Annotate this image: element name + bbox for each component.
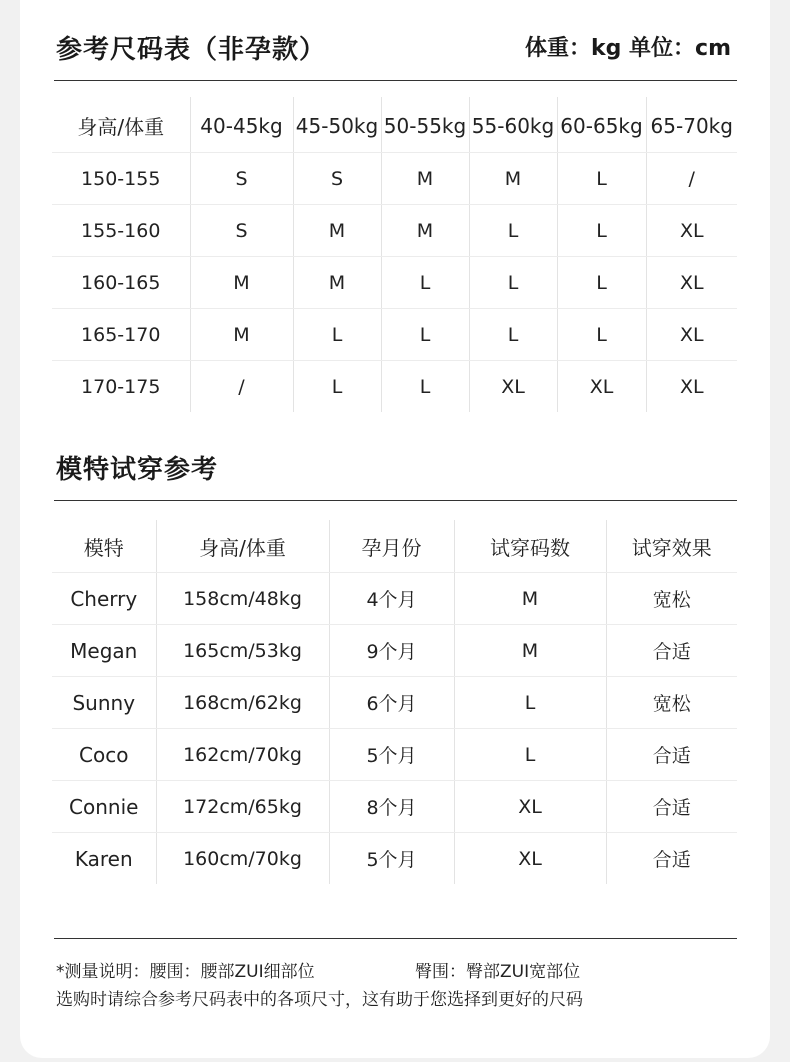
table-cell: S (190, 153, 293, 205)
table-cell: / (190, 361, 293, 413)
table-cell: 宽松 (606, 677, 737, 729)
table-cell: 158cm/48kg (156, 573, 329, 625)
size-chart-title: 参考尺码表（非孕款） (56, 35, 327, 65)
size-chart-table (52, 97, 737, 412)
column-header: 40-45kg (190, 97, 293, 153)
table-cell: 5个月 (329, 729, 454, 781)
table-cell: 165cm/53kg (156, 625, 329, 677)
table-cell: 162cm/70kg (156, 729, 329, 781)
table-cell: M (190, 309, 293, 361)
table-cell: XL (454, 781, 606, 833)
column-header: 50-55kg (381, 97, 469, 153)
table-cell: L (469, 309, 557, 361)
column-header: 试穿码数 (454, 520, 606, 573)
table-cell: XL (646, 205, 737, 257)
table-row (52, 833, 737, 885)
table-cell: L (381, 361, 469, 413)
table-cell: 4个月 (329, 573, 454, 625)
table-row (52, 573, 737, 625)
column-header: 45-50kg (293, 97, 381, 153)
size-chart-header (54, 22, 737, 81)
table-row (52, 781, 737, 833)
model-fitting-header (54, 442, 737, 501)
table-row (52, 257, 737, 309)
model-fitting-body (52, 520, 737, 884)
row-label-cell: 165-170 (52, 309, 190, 361)
table-cell: XL (454, 833, 606, 885)
table-cell: M (454, 625, 606, 677)
row-label-cell: 150-155 (52, 153, 190, 205)
row-label-cell: Karen (74, 846, 133, 871)
table-cell: 9个月 (329, 625, 454, 677)
table-cell: L (381, 309, 469, 361)
table-cell: S (293, 153, 381, 205)
table-cell: 合适 (606, 833, 737, 885)
table-row (52, 677, 737, 729)
table-row (52, 309, 737, 361)
table-cell: / (646, 153, 737, 205)
table-cell: L (293, 361, 381, 413)
table-row (52, 625, 737, 677)
row-label-cell: 170-175 (81, 375, 161, 398)
table-cell: L (381, 257, 469, 309)
table-cell: 5个月 (329, 833, 454, 885)
table-cell: L (454, 729, 606, 781)
row-label-cell: 155-160 (52, 205, 190, 257)
column-header: 身高/体重 (156, 520, 329, 573)
row-label-cell: Coco (52, 729, 156, 781)
table-cell: 172cm/65kg (156, 781, 329, 833)
table-cell: M (293, 257, 381, 309)
table-cell: L (557, 257, 646, 309)
table-row (52, 729, 737, 781)
table-cell: XL (646, 257, 737, 309)
table-row (52, 361, 737, 413)
purchase-advice-note: 选购时请综合参考尺码表中的各项尺寸，这有助于您选择到更好的尺码 (56, 990, 583, 1010)
table-cell: L (469, 257, 557, 309)
table-cell: M (190, 257, 293, 309)
row-label-cell: Sunny (52, 677, 156, 729)
hip-measure-note: 臀围：臀部ZUI宽部位 (415, 962, 581, 982)
table-cell: 宽松 (606, 573, 737, 625)
model-fitting-table (52, 520, 737, 884)
row-label-cell: 160-165 (52, 257, 190, 309)
row-label-cell: Connie (52, 781, 156, 833)
footer-divider (54, 938, 737, 939)
table-cell: 合适 (606, 781, 737, 833)
table-cell: M (381, 153, 469, 205)
table-cell: 160cm/70kg (156, 833, 329, 885)
table-cell: L (454, 677, 606, 729)
table-cell: L (469, 205, 557, 257)
table-header-row (52, 97, 737, 153)
table-cell: 8个月 (329, 781, 454, 833)
table-cell: 合适 (606, 625, 737, 677)
table-cell: XL (646, 309, 737, 361)
table-cell: L (557, 205, 646, 257)
size-chart-units: 体重：kg 单位：cm (524, 36, 731, 61)
column-header: 60-65kg (557, 97, 646, 153)
table-header-row (52, 520, 737, 573)
table-cell: XL (646, 361, 737, 413)
column-header: 55-60kg (469, 97, 557, 153)
table-cell: M (293, 205, 381, 257)
column-header: 孕月份 (329, 520, 454, 573)
table-cell: 合适 (606, 729, 737, 781)
table-cell: L (557, 309, 646, 361)
model-fitting-title: 模特试穿参考 (56, 455, 219, 485)
column-header: 试穿效果 (606, 520, 737, 573)
table-row (52, 205, 737, 257)
row-label-cell: Megan (52, 625, 156, 677)
table-cell: M (469, 153, 557, 205)
table-cell: L (293, 309, 381, 361)
row-label-cell: Cherry (52, 573, 156, 625)
table-cell: XL (557, 361, 646, 413)
waist-measure-note: *测量说明：腰围：腰部ZUI细部位 (56, 962, 315, 982)
table-cell: L (557, 153, 646, 205)
column-header: 身高/体重 (52, 97, 190, 153)
size-chart-body (52, 97, 737, 412)
table-cell: M (381, 205, 469, 257)
column-header: 65-70kg (646, 97, 737, 153)
column-header: 模特 (52, 520, 156, 573)
table-cell: XL (469, 361, 557, 413)
table-cell: S (190, 205, 293, 257)
table-cell: M (454, 573, 606, 625)
table-row (52, 153, 737, 205)
table-cell: 6个月 (329, 677, 454, 729)
table-cell: 168cm/62kg (156, 677, 329, 729)
